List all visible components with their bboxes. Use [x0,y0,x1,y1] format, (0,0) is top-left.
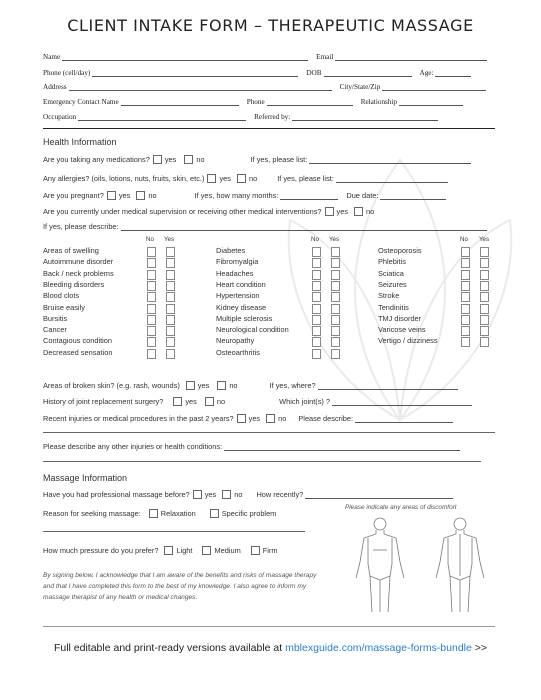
condition-label: TMJ disorder [378,313,422,323]
supervision-question: Are you currently under medical supervision or receiving other medical interventions? yes no [43,207,375,216]
condition-label: Back / neck problems [43,268,114,278]
joint-which-field[interactable] [332,397,472,406]
condition-label: Phlebitis [378,257,406,267]
health-heading: Health Information [43,137,117,147]
condition-yes-checkbox[interactable] [480,292,489,302]
condition-no-checkbox[interactable] [312,315,321,325]
condition-yes-checkbox[interactable] [166,337,175,347]
condition-no-checkbox[interactable] [312,304,321,314]
prof-recency-field[interactable] [305,490,453,499]
joint-yes-checkbox[interactable] [173,397,182,406]
condition-no-checkbox[interactable] [147,281,156,291]
due-date-field[interactable] [380,191,446,200]
medications-question: Are you taking any medications? yes no If yes, please list: [43,155,471,164]
condition-no-checkbox[interactable] [312,281,321,291]
condition-yes-checkbox[interactable] [331,304,340,314]
condition-label: Neurological condition [216,325,289,335]
injuries-no-checkbox[interactable] [266,414,275,423]
condition-label: Kidney disease [216,302,267,312]
dob-field[interactable] [324,68,412,77]
condition-no-checkbox[interactable] [147,292,156,302]
col2-no-header: No [311,236,319,243]
relationship-field[interactable] [399,97,463,106]
condition-no-checkbox[interactable] [147,258,156,268]
bundle-link[interactable]: mblexguide.com/massage-forms-bundle [285,642,472,654]
condition-no-checkbox[interactable] [461,337,470,347]
medications-yes-checkbox[interactable] [153,155,162,164]
condition-label: Contagious condition [43,336,113,346]
col2-yes-header: Yes [329,236,340,243]
condition-no-checkbox[interactable] [312,292,321,302]
condition-yes-checkbox[interactable] [166,281,175,291]
injuries-describe-field[interactable] [355,414,453,423]
condition-yes-checkbox[interactable] [480,270,489,280]
condition-yes-checkbox[interactable] [331,247,340,257]
condition-yes-checkbox[interactable] [166,247,175,257]
condition-no-checkbox[interactable] [461,326,470,336]
condition-label: Decreased sensation [43,347,113,357]
col3-yes-header: Yes [479,236,490,243]
pressure-light-checkbox[interactable] [164,546,173,555]
supervision-no-checkbox[interactable] [354,207,363,216]
supervision-yes-checkbox[interactable] [325,207,334,216]
condition-no-checkbox[interactable] [147,326,156,336]
name-label: Name [43,53,61,61]
pressure-medium-checkbox[interactable] [202,546,211,555]
body-front-figure[interactable] [356,518,404,612]
condition-label: Autoimmune disorder [43,257,114,267]
phone-dob-row [43,68,471,77]
condition-yes-checkbox[interactable] [166,349,175,359]
condition-yes-checkbox[interactable] [331,292,340,302]
name-email-row [43,52,487,61]
emergency-phone-field[interactable] [267,97,353,106]
specific-problem-checkbox[interactable] [210,509,219,518]
disclaimer-text: By signing below, I acknowledge that I am aware of the benefits and risks of massage therapy and that I have completed this form to the best of my knowledge. I also agree to inform my massage therapist of any health or medical changes. [43,572,317,601]
condition-yes-checkbox[interactable] [480,326,489,336]
condition-no-checkbox[interactable] [461,258,470,268]
condition-no-checkbox[interactable] [312,258,321,268]
skin-yes-checkbox[interactable] [186,381,195,390]
pregnant-months-field[interactable] [280,191,338,200]
broken-skin-question: Areas of broken skin? (e.g. rash, wounds) yes no If yes, where? [43,381,458,390]
referred-label: Referred by: [254,113,291,121]
condition-yes-checkbox[interactable] [166,270,175,280]
condition-no-checkbox[interactable] [312,337,321,347]
condition-label: Osteoarthritis [216,347,260,357]
skin-where-field[interactable] [318,381,458,390]
supervision-describe-row: If yes, please describe: [43,222,487,231]
condition-yes-checkbox[interactable] [331,258,340,268]
massage-heading: Massage Information [43,473,128,483]
prof-yes-checkbox[interactable] [193,490,202,499]
condition-no-checkbox[interactable] [147,304,156,314]
body-back-figure[interactable] [436,518,484,612]
condition-label: Diabetes [216,246,246,255]
email-label: Email [316,53,334,61]
condition-no-checkbox[interactable] [312,326,321,336]
condition-yes-checkbox[interactable] [480,304,489,314]
injuries-yes-checkbox[interactable] [237,414,246,423]
pregnant-question: Are you pregnant? yes no If yes, how many months: Due date: [43,191,446,200]
injuries-question: Recent injuries or medical procedures in the past 2 years? yes no Please describe: [43,414,453,423]
condition-label: Bleeding disorders [43,279,105,289]
relationship-label: Relationship [360,98,398,106]
form-title: CLIENT INTAKE FORM – THERAPEUTIC MASSAGE [67,16,474,35]
divider-bottom [43,626,495,627]
pregnant-no-checkbox[interactable] [136,191,145,200]
allergies-list-field[interactable] [336,174,448,183]
supervision-describe-field[interactable] [121,222,487,231]
medications-no-checkbox[interactable] [184,155,193,164]
city-field[interactable] [382,82,486,91]
condition-yes-checkbox[interactable] [331,326,340,336]
condition-yes-checkbox[interactable] [331,315,340,325]
emergency-row [43,97,463,106]
dob-label: DOB [306,69,322,77]
condition-no-checkbox[interactable] [147,349,156,359]
condition-yes-checkbox[interactable] [166,304,175,314]
other-conditions-question: Please describe any other injuries or health conditions: [43,442,460,451]
condition-label: Bruise easily [43,302,85,312]
emergency-label: Emergency Contact Name [43,98,119,106]
condition-yes-checkbox[interactable] [480,281,489,291]
prof-no-checkbox[interactable] [222,490,231,499]
emergency-phone-label: Phone [246,98,265,106]
occupation-label: Occupation [43,113,77,121]
phone-field[interactable] [92,68,298,77]
condition-no-checkbox[interactable] [461,315,470,325]
condition-label: Varicose veins [378,325,426,335]
pressure-firm-checkbox[interactable] [251,546,260,555]
joint-question: History of joint replacement surgery? yes no Which joint(s) ? [43,397,472,406]
age-field[interactable] [435,68,471,77]
condition-no-checkbox[interactable] [461,247,470,257]
condition-label: Bursitis [43,313,68,323]
skin-no-checkbox[interactable] [217,381,226,390]
condition-yes-checkbox[interactable] [480,258,489,268]
condition-label: Areas of swelling [43,246,99,255]
condition-yes-checkbox[interactable] [331,349,340,359]
name-field[interactable] [62,52,308,61]
condition-yes-checkbox[interactable] [480,315,489,325]
city-label: City/State/Zip [339,83,381,91]
condition-yes-checkbox[interactable] [166,292,175,302]
condition-no-checkbox[interactable] [312,247,321,257]
condition-no-checkbox[interactable] [461,270,470,280]
condition-no-checkbox[interactable] [147,270,156,280]
emergency-field[interactable] [121,97,239,106]
medications-list-field[interactable] [309,155,471,164]
injuries-line-2[interactable] [43,432,495,433]
age-label: Age: [419,69,434,77]
condition-label: Fibromyalgia [216,257,259,267]
address-row [43,82,486,91]
col3-no-header: No [460,236,468,243]
phone-label: Phone (cell/day) [43,69,91,77]
condition-no-checkbox[interactable] [461,292,470,302]
condition-no-checkbox[interactable] [312,270,321,280]
condition-label: Headaches [216,268,254,278]
condition-label: Seizures [378,279,407,289]
footer-banner: Full editable and print-ready versions available at mblexguide.com/massage-forms-bundle >> [53,642,488,654]
other-conditions-field[interactable] [224,442,460,451]
allergies-question: Any allergies? (oils, lotions, nuts, fruits, skin, etc.) yes no If yes, please list: [43,174,448,183]
condition-label: Stroke [378,291,400,301]
condition-yes-checkbox[interactable] [166,326,175,336]
occupation-row [43,112,438,121]
condition-yes-checkbox[interactable] [166,315,175,325]
referred-field[interactable] [292,112,438,121]
condition-yes-checkbox[interactable] [331,270,340,280]
condition-no-checkbox[interactable] [461,281,470,291]
email-field[interactable] [335,52,487,61]
condition-no-checkbox[interactable] [312,349,321,359]
condition-no-checkbox[interactable] [147,247,156,257]
divider-top [43,128,495,129]
condition-yes-checkbox[interactable] [480,337,489,347]
address-field[interactable] [69,82,332,91]
reason-question: Reason for seeking massage: Relaxation Specific problem [43,509,277,518]
condition-yes-checkbox[interactable] [166,258,175,268]
condition-label: Osteoporosis [378,246,422,255]
body-diagram-note: Please indicate any areas of discomfort [345,504,457,511]
col1-no-header: No [146,236,154,243]
condition-label: Heart condition [216,279,266,289]
other-conditions-line-2[interactable] [43,461,481,462]
joint-no-checkbox[interactable] [205,397,214,406]
professional-massage-question: Have you had professional massage before? yes no How recently? [43,490,453,499]
allergies-yes-checkbox[interactable] [207,174,216,183]
condition-label: Multiple sclerosis [216,313,273,323]
occupation-field[interactable] [78,112,246,121]
pressure-question: How much pressure do you prefer? Light Medium Firm [43,546,278,555]
condition-label: Hypertension [216,291,260,301]
relaxation-checkbox[interactable] [149,509,158,518]
address-label: Address [43,83,67,91]
condition-label: Sciatica [378,268,404,278]
col1-yes-header: Yes [164,236,175,243]
condition-label: Cancer [43,325,67,335]
pregnant-yes-checkbox[interactable] [107,191,116,200]
condition-yes-checkbox[interactable] [480,247,489,257]
reason-line[interactable] [43,531,305,532]
condition-label: Tendinitis [378,302,409,312]
allergies-no-checkbox[interactable] [237,174,246,183]
condition-yes-checkbox[interactable] [331,281,340,291]
condition-no-checkbox[interactable] [461,304,470,314]
condition-yes-checkbox[interactable] [331,337,340,347]
condition-no-checkbox[interactable] [147,315,156,325]
body-diagram[interactable] [340,514,500,614]
condition-label: Vertigo / dizziness [378,336,438,346]
condition-no-checkbox[interactable] [147,337,156,347]
condition-label: Neuropathy [216,336,255,346]
condition-label: Blood clots [43,291,80,301]
